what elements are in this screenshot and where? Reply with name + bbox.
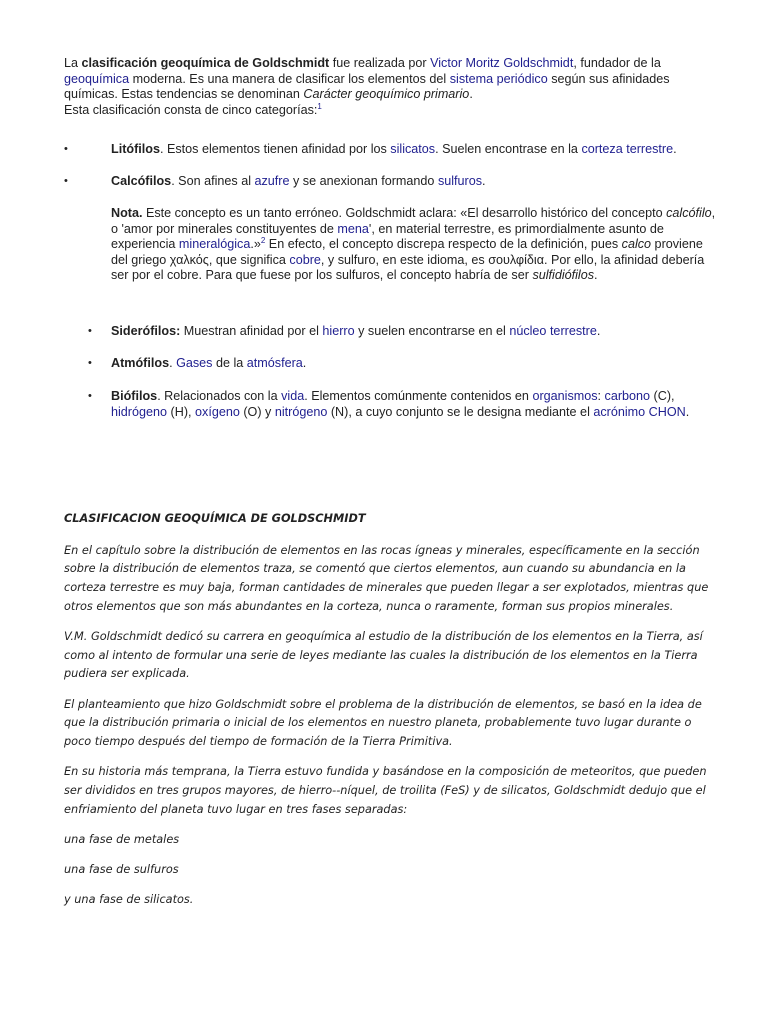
text: según sus afinidades químicas. Estas tendencias se denominan: [64, 71, 670, 102]
essay-paragraph: En su historia más temprana, la Tierra estuvo fundida y basándose en la composición de meteoritos, que pueden ser divididos en tres grupos mayores, de hierro--níquel, de troilita (FeS) y de silicatos, Goldschmidt dedujo que el enfriamiento del planeta tuvo lugar en tres fases separadas:: [64, 765, 707, 816]
text: .: [469, 87, 473, 102]
phase-item: una fase de metales: [64, 832, 180, 846]
link-hierro[interactable]: hierro: [322, 324, 355, 338]
link-mena[interactable]: mena: [337, 221, 369, 236]
link-chon[interactable]: CHON: [648, 404, 686, 419]
text: , fundador de la: [573, 56, 661, 70]
text: . Elementos comúnmente contenidos en: [304, 389, 533, 403]
text: . Son afines al: [171, 174, 255, 188]
text: .: [594, 268, 598, 283]
essay-heading: CLASIFICACION GEOQUÍMICA DE GOLDSCHMIDT: [64, 512, 366, 525]
text: .: [673, 142, 677, 156]
bullet-icon: •: [88, 357, 92, 369]
note-paragraph: [111, 206, 723, 284]
text: , o 'amor por minerales constituyentes de: [111, 206, 716, 236]
text: (H),: [167, 404, 196, 419]
link-nucleo-terrestre[interactable]: núcleo terrestre: [509, 324, 597, 338]
essay-paragraph: En el capítulo sobre la distribución de elementos en las rocas ígneas y minerales, específicamente en la sección sobre la distribución de elementos traza, se comentó que ciertos elementos, aun cuando su abundancia en la corteza terrestre es muy baja, forman cantidades de minerales que pueden llegar a ser explotados, mientras que otros elementos que son más abundantes en la corteza, nunca o raramente, forman sus propios minerales.: [64, 543, 709, 613]
phase-item: una fase de sulfuros: [64, 863, 179, 877]
text: . Estos elementos tienen afinidad por los: [159, 142, 391, 156]
text: y se anexionan formando: [289, 174, 438, 188]
link-oxigeno[interactable]: oxígeno: [195, 404, 240, 419]
text: calco: [621, 237, 652, 252]
reference-link[interactable]: 2: [260, 236, 266, 245]
categories-intro: [64, 103, 724, 119]
text: Esta clasificación consta de cinco categorías:: [64, 102, 318, 117]
link-corteza-terrestre[interactable]: corteza terrestre: [581, 142, 674, 156]
text: (O) y: [239, 404, 275, 419]
essay-section: [64, 510, 714, 921]
text: .»: [250, 237, 261, 252]
term: Litófilos: [111, 142, 160, 156]
text: .: [596, 324, 601, 338]
text: Muestran afinidad por el: [180, 324, 323, 338]
note-label: Nota.: [111, 206, 143, 220]
text: .: [302, 356, 307, 370]
phase-item: y una fase de silicatos.: [64, 893, 194, 907]
item-text: [111, 356, 723, 372]
text: (N), a cuyo conjunto se le designa mediante el: [327, 404, 594, 419]
reference-link[interactable]: 1: [317, 101, 322, 111]
text: moderna. Es una manera de clasificar los elementos del: [129, 71, 450, 86]
link-sistema-periodico[interactable]: sistema periódico: [449, 71, 548, 86]
link-silicatos[interactable]: silicatos: [390, 142, 436, 156]
text: . Suelen encontrase en la: [435, 142, 582, 156]
text: . Relacionados con la: [157, 389, 282, 403]
link-carbono[interactable]: carbono: [604, 389, 651, 403]
link-sulfuros[interactable]: sulfuros: [437, 174, 483, 188]
text: .: [482, 174, 486, 188]
item-text: [111, 142, 723, 158]
text: calcófilo: [666, 206, 712, 220]
link-vida[interactable]: vida: [281, 389, 305, 403]
term: Siderófilos:: [111, 324, 181, 338]
link-acronimo[interactable]: acrónimo: [593, 404, 646, 419]
text: proviene del griego χαλκός, que significa: [111, 237, 703, 267]
item-text: [111, 389, 723, 420]
bullet-icon: •: [64, 143, 68, 155]
term: Atmófilos: [111, 356, 170, 370]
text: fue realizada por: [329, 56, 431, 70]
text: de la: [212, 356, 247, 370]
term: Calcófilos: [111, 174, 172, 188]
link-organismos[interactable]: organismos: [532, 389, 598, 403]
essay-paragraph: El planteamiento que hizo Goldschmidt sobre el problema de la distribución de elementos, se basó en la idea de que la distribución primaria o inicial de los elementos en nuestro planeta, probablemente tuvo lugar durante o poco tiempo después del tiempo de formación de la Tierra Primitiva.: [64, 697, 702, 749]
bullet-icon: •: [64, 175, 68, 187]
item-text: [111, 324, 723, 340]
link-atmosfera[interactable]: atmósfera: [246, 356, 303, 370]
link-nitrogeno[interactable]: nitrógeno: [274, 404, 328, 419]
text: , y sulfuro, en este idioma, es σουλφίδια. Por ello, la afinidad debería ser por el cobre. Para que fuese por los sulfuros, el concepto habría de ser: [111, 252, 705, 283]
text: En efecto, el concepto discrepa respecto de la definición, pues: [265, 237, 622, 252]
link-mineralogica[interactable]: mineralógica: [178, 237, 251, 252]
link-azufre[interactable]: azufre: [254, 174, 290, 188]
link-cobre[interactable]: cobre: [289, 252, 321, 267]
text: La: [64, 56, 82, 70]
classification-term: clasificación geoquímica de Goldschmidt: [81, 56, 330, 70]
text: :: [597, 389, 605, 403]
essay-paragraph: V.M. Goldschmidt dedicó su carrera en geoquímica al estudio de la distribución de los elementos en la Tierra, así como al intento de formular una serie de leyes mediante las cuales la distribución de los elementos en la Tierra pudiera ser explicada.: [64, 630, 703, 681]
text: y suelen encontrarse en el: [354, 324, 510, 338]
bullet-icon: •: [88, 390, 92, 402]
text: (C),: [650, 389, 675, 403]
wikipedia-excerpt: [64, 56, 724, 419]
caracter-term: Carácter geoquímico primario: [303, 87, 470, 102]
link-hidrogeno[interactable]: hidrógeno: [111, 404, 168, 419]
text: .: [169, 356, 177, 370]
link-gases[interactable]: Gases: [176, 356, 213, 370]
term: Biófilos: [111, 389, 158, 403]
bullet-icon: •: [88, 325, 92, 337]
link-goldschmidt[interactable]: Victor Moritz Goldschmidt: [430, 56, 574, 70]
text: .: [685, 404, 690, 419]
intro-paragraph: [64, 56, 724, 103]
link-geoquimica[interactable]: geoquímica: [64, 71, 130, 86]
text: Este concepto es un tanto erróneo. Goldschmidt aclara: «El desarrollo histórico del concepto: [142, 206, 667, 220]
text: sulfidiófilos: [532, 268, 595, 283]
text: ', en material terrestre, es primordialmente asunto de experiencia: [111, 221, 664, 252]
item-text: [111, 174, 723, 190]
